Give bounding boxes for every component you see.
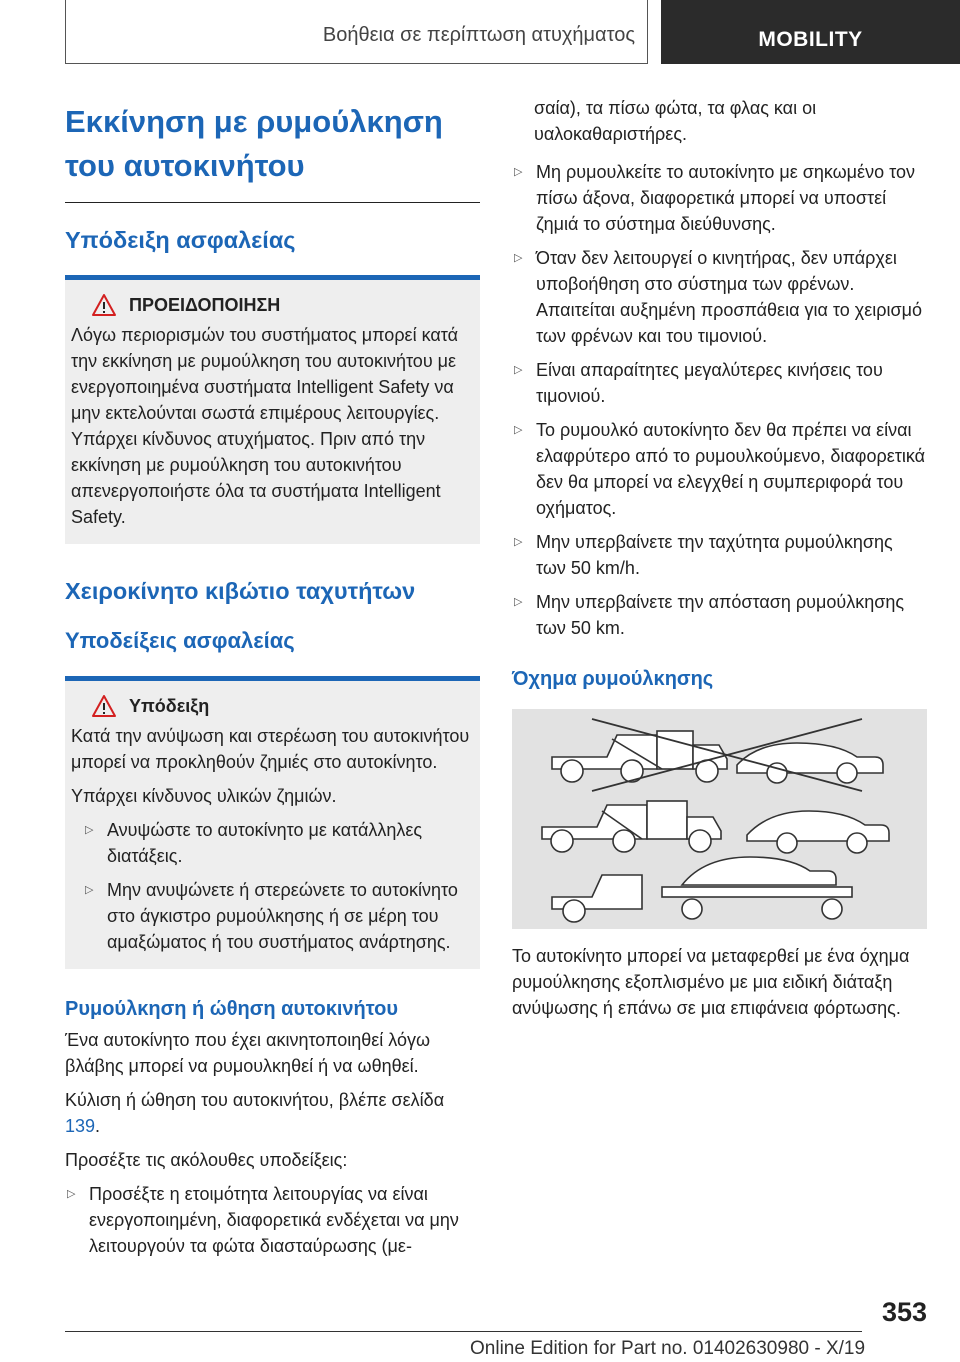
rule-bullet-text: Μην υπερβαίνετε την ταχύτητα ρυμούλκησης των 50 km/h. — [536, 532, 893, 578]
edition-footer: Online Edition for Part no. 01402630980 - X/19 — [470, 1338, 866, 1359]
warning-box — [65, 280, 480, 544]
tow-vehicle-heading: Όχημα ρυμούλκησης — [512, 668, 714, 690]
notice-bullet-text: Μην ανυψώνετε ή στερεώνετε το αυτοκίνητο στο άγκιστρο ρυμούλκησης ή σε μέρη του αμαξώματος ή του συστήματος ανάρτησης. — [107, 880, 458, 952]
warning-triangle-icon — [91, 293, 117, 317]
bullet-arrow-icon: ▷ — [514, 536, 523, 548]
notice-box — [65, 681, 480, 969]
rule-bullet-text: Είναι απαραίτητες μεγαλύτερες κινήσεις του τιμονιού. — [536, 360, 883, 406]
towing-bullet-text: Προσέξτε η ετοιμότητα λειτουργίας να είναι ενεργοποιημένη, διαφορετικά ενδέχεται να μην λειτουργούν τα φώτα διασταύρωσης (με- — [89, 1184, 459, 1256]
rule-bullet — [512, 417, 927, 521]
towing-reference — [65, 1087, 480, 1139]
notice-header — [91, 693, 472, 719]
rule-bullet — [512, 159, 927, 237]
page-number: 353 — [881, 1297, 927, 1327]
towing-bullet — [65, 1181, 480, 1259]
notice-bullet — [83, 817, 472, 869]
towing-reference-text: Κύλιση ή ώθηση του αυτοκινήτου, βλέπε σελίδα — [65, 1090, 445, 1110]
bullet-arrow-icon: ▷ — [514, 364, 523, 376]
warning-label: ΠΡΟΕΙΔΟΠΟΙΗΣΗ — [129, 295, 281, 315]
safety-hints-heading: Υποδείξεις ασφαλείας — [65, 628, 295, 653]
footer-divider — [65, 1331, 862, 1332]
rule-bullet — [512, 589, 927, 641]
towing-reference-end: . — [95, 1116, 101, 1136]
bullet-arrow-icon: ▷ — [514, 596, 523, 608]
towing-paragraph: Ένα αυτοκίνητο που έχει ακινητοποιηθεί λόγω βλάβης μπορεί να ρυμουλκηθεί ή να ωθηθεί. — [65, 1030, 431, 1076]
notice-bullet-text: Ανυψώστε το αυτοκίνητο με κατάλληλες διατάξεις. — [107, 820, 423, 866]
notice-label: Υπόδειξη — [129, 696, 210, 716]
rule-bullet-text: Μην υπερβαίνετε την απόσταση ρυμούλκησης των 50 km. — [536, 592, 905, 638]
notice-triangle-icon — [91, 694, 117, 718]
rule-bullet-text: Το ρυμουλκό αυτοκίνητο δεν θα πρέπει να είναι ελαφρύτερο από το ρυμουλκούμενο, διαφορετικά δεν θα μπορεί να ελεγχθεί η συμπεριφορά του οχήματος. — [536, 420, 926, 518]
rule-bullet-text: Όταν δεν λειτουργεί ο κινητήρας, δεν υπάρχει υποβοήθηση στο σύστημα των φρένων. Απαιτείται αυξημένη προσπάθεια για το χειρισμό των φρένων και του τιμονιού. — [536, 248, 922, 346]
tow-vehicle-text: Το αυτοκίνητο μπορεί να μεταφερθεί με ένα όχημα ρυμούλκησης εξοπλισμένο με μια ειδική διάταξη ανύψωσης ή επάνω σε μια επιφάνεια φόρτωσης. — [512, 946, 910, 1018]
bullet-arrow-icon: ▷ — [514, 252, 523, 264]
section-title: Βοήθεια σε περίπτωση ατυχήματος — [322, 24, 635, 46]
bullet-arrow-icon: ▷ — [85, 884, 94, 896]
bullet-arrow-icon: ▷ — [514, 166, 523, 178]
bullet-arrow-icon: ▷ — [85, 824, 94, 836]
title-line-2: του αυτοκινήτου — [65, 148, 305, 183]
rule-bullet — [512, 357, 927, 409]
title-line-1: Εκκίνηση με ρυμούλκηση — [65, 104, 443, 139]
rule-bullet — [512, 529, 927, 581]
page-link[interactable]: 139 — [65, 1116, 96, 1136]
towing-intro: Προσέξτε τις ακόλουθες υποδείξεις: — [65, 1150, 348, 1170]
manual-gearbox-heading: Χειροκίνητο κιβώτιο ταχυτήτων — [65, 578, 416, 604]
rule-bullet-text: Μη ρυμουλκείτε το αυτοκίνητο με σηκωμένο τον πίσω άξονα, διαφορετικά μπορεί να υποστεί ζημιά το σύστημα διεύθυνσης. — [536, 162, 915, 234]
left-column — [65, 100, 480, 1267]
rule-bullet — [512, 245, 927, 349]
tow-truck-illustration — [512, 709, 927, 929]
safety-heading: Υπόδειξη ασφαλείας — [65, 227, 296, 253]
bullet-arrow-icon: ▷ — [67, 1188, 76, 1200]
bullet-arrow-icon: ▷ — [514, 424, 523, 436]
notice-bullet — [83, 877, 472, 955]
page-title — [65, 100, 480, 188]
title-divider — [65, 202, 480, 203]
warning-header — [91, 292, 472, 318]
warning-text: Λόγω περιορισμών του συστήματος μπορεί κατά την εκκίνηση με ρυμούλκηση του αυτοκινήτου με ενεργοποιημένα συστήματα Intelligent Safety να μην εκτελούνται σωστά επιμέρους λειτουργίες. Υπάρχει κίνδυνος ατυχήματος. Πριν από την εκκίνηση με ρυμούλκηση του αυτοκινήτου απενεργοποιήστε όλα τα συστήματα Intelligent Safety. — [71, 325, 459, 527]
notice-text: Κατά την ανύψωση και στερέωση του αυτοκινήτου μπορεί να προκληθούν ζημιές στο αυτοκίνητο. — [71, 726, 470, 772]
tow-trucks-image — [512, 709, 927, 929]
chapter-tab[interactable]: MOBILITY — [661, 0, 960, 64]
towing-heading: Ρυμούλκηση ή ώθηση αυτοκινήτου — [65, 998, 398, 1020]
right-column — [512, 95, 927, 1029]
continued-text: σαία), τα πίσω φώτα, τα φλας και οι υαλοκαθαριστήρες. — [534, 98, 817, 144]
notice-risk: Υπάρχει κίνδυνος υλικών ζημιών. — [71, 786, 337, 806]
